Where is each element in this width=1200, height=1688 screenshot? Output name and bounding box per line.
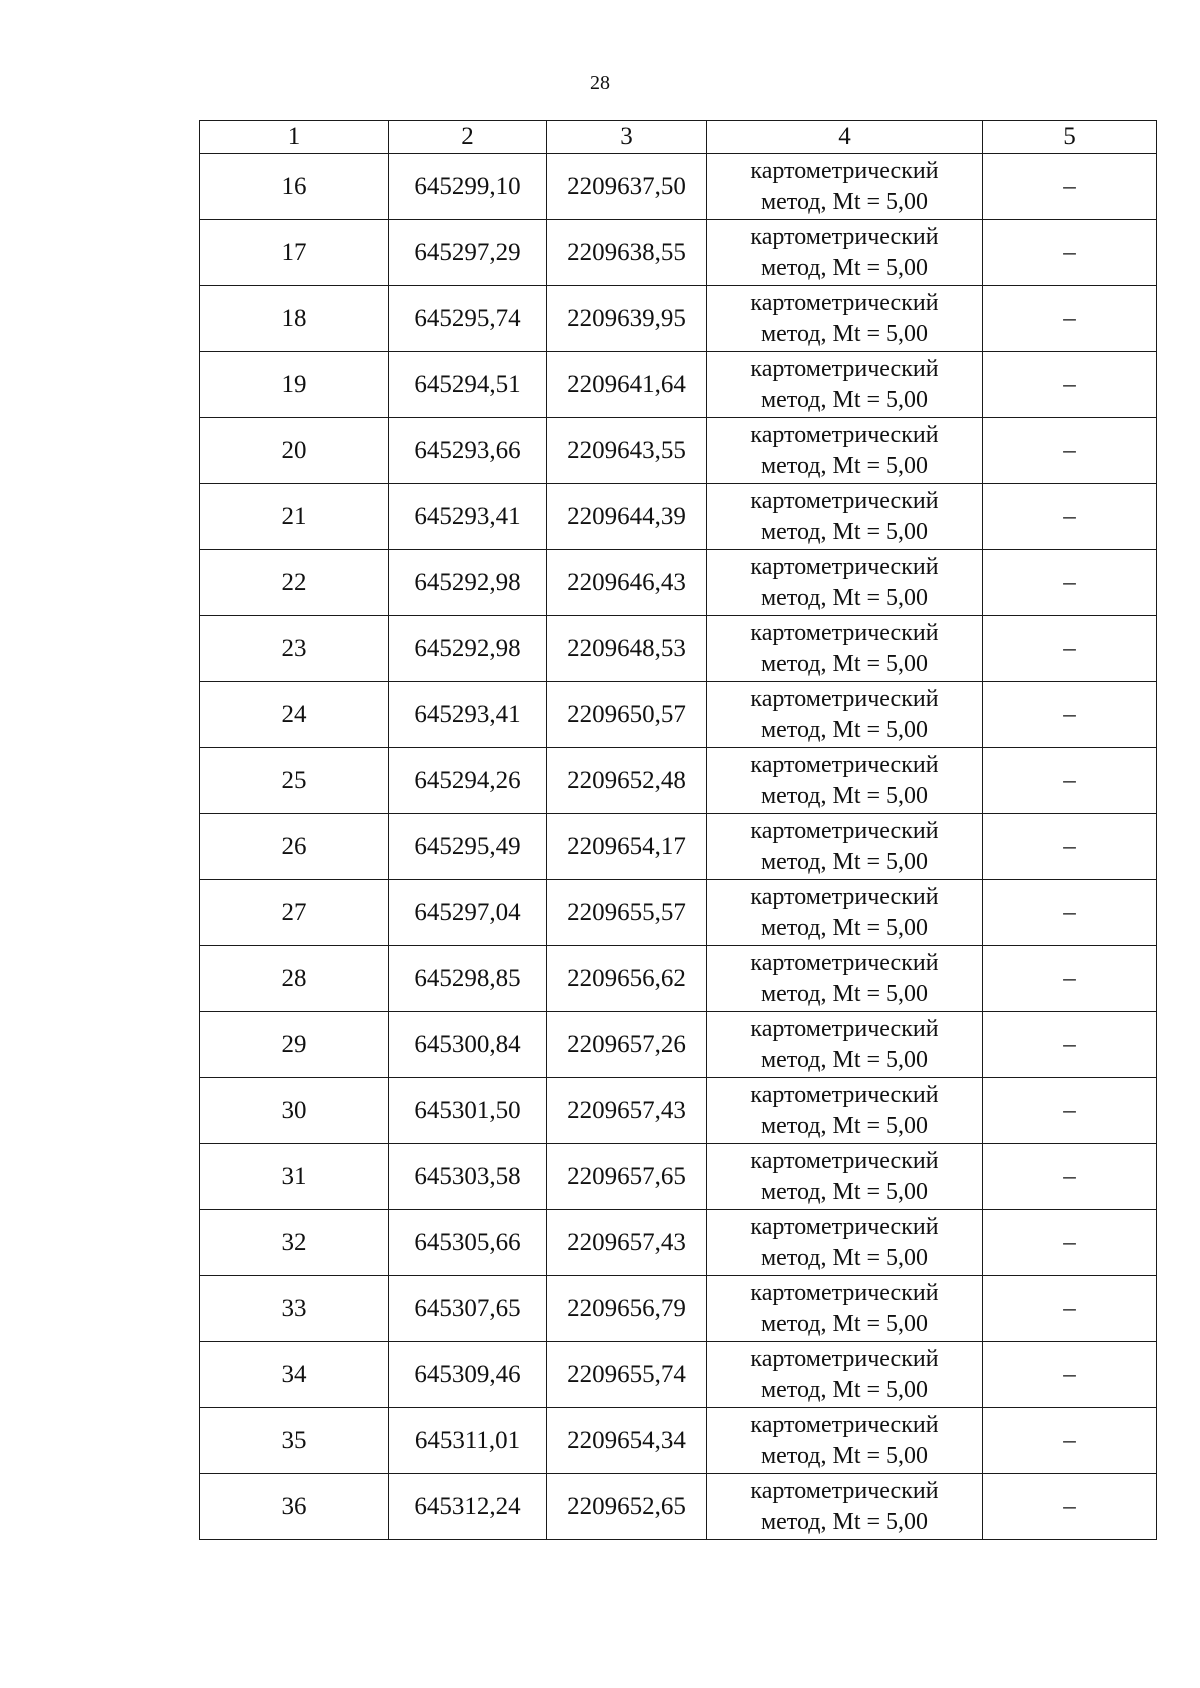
method-name: картометрический: [750, 1081, 939, 1108]
x-coordinate-cell: 645293,66: [389, 418, 547, 484]
note-cell: –: [983, 484, 1157, 550]
method-name: картометрический: [750, 355, 939, 382]
x-coordinate-cell: 645311,01: [389, 1408, 547, 1474]
x-coordinate-cell: 645292,98: [389, 550, 547, 616]
point-number-cell: 31: [200, 1144, 389, 1210]
coordinates-table: [199, 120, 1157, 1540]
note-cell: –: [983, 1078, 1157, 1144]
y-coordinate-cell: 2209656,79: [547, 1276, 707, 1342]
table-row: [200, 1276, 1157, 1342]
y-coordinate-cell: 2209652,65: [547, 1474, 707, 1540]
method-accuracy: метод, Mt = 5,00: [760, 1376, 929, 1403]
y-coordinate-cell: 2209650,57: [547, 682, 707, 748]
note-cell: –: [983, 286, 1157, 352]
method-name: картометрический: [750, 421, 939, 448]
method-accuracy: метод, Mt = 5,00: [760, 1046, 929, 1073]
x-coordinate-cell: 645295,49: [389, 814, 547, 880]
method-accuracy: метод, Mt = 5,00: [760, 1178, 929, 1205]
x-coordinate-cell: 645294,51: [389, 352, 547, 418]
table-body: [200, 154, 1157, 1540]
page-number: 28: [590, 72, 610, 94]
y-coordinate-cell: 2209637,50: [547, 154, 707, 220]
method-name: картометрический: [750, 223, 939, 250]
point-number-cell: 27: [200, 880, 389, 946]
method-cell: [707, 682, 983, 748]
y-coordinate-cell: 2209657,65: [547, 1144, 707, 1210]
point-number-cell: 17: [200, 220, 389, 286]
x-coordinate-cell: 645292,98: [389, 616, 547, 682]
x-coordinate-cell: 645297,04: [389, 880, 547, 946]
method-accuracy: метод, Mt = 5,00: [760, 914, 929, 941]
y-coordinate-cell: 2209648,53: [547, 616, 707, 682]
note-cell: –: [983, 1474, 1157, 1540]
method-accuracy: метод, Mt = 5,00: [760, 848, 929, 875]
method-cell: [707, 748, 983, 814]
y-coordinate-cell: 2209657,26: [547, 1012, 707, 1078]
note-cell: –: [983, 1342, 1157, 1408]
y-coordinate-cell: 2209657,43: [547, 1078, 707, 1144]
x-coordinate-cell: 645312,24: [389, 1474, 547, 1540]
table-row: [200, 1078, 1157, 1144]
table-row: [200, 484, 1157, 550]
y-coordinate-cell: 2209657,43: [547, 1210, 707, 1276]
point-number-cell: 21: [200, 484, 389, 550]
method-name: картометрический: [750, 289, 939, 316]
note-cell: –: [983, 1012, 1157, 1078]
method-name: картометрический: [750, 553, 939, 580]
method-name: картометрический: [750, 1477, 939, 1504]
method-cell: [707, 814, 983, 880]
header-col-5: 5: [983, 121, 1157, 154]
method-cell: [707, 352, 983, 418]
method-cell: [707, 1012, 983, 1078]
note-cell: –: [983, 352, 1157, 418]
point-number-cell: 18: [200, 286, 389, 352]
method-cell: [707, 616, 983, 682]
method-cell: [707, 418, 983, 484]
table-row: [200, 814, 1157, 880]
point-number-cell: 34: [200, 1342, 389, 1408]
method-cell: [707, 1408, 983, 1474]
point-number-cell: 32: [200, 1210, 389, 1276]
method-accuracy: метод, Mt = 5,00: [760, 1310, 929, 1337]
point-number-cell: 24: [200, 682, 389, 748]
point-number-cell: 16: [200, 154, 389, 220]
header-col-1: 1: [200, 121, 389, 154]
x-coordinate-cell: 645301,50: [389, 1078, 547, 1144]
point-number-cell: 25: [200, 748, 389, 814]
note-cell: –: [983, 1144, 1157, 1210]
note-cell: –: [983, 1276, 1157, 1342]
method-cell: [707, 484, 983, 550]
table-row: [200, 1012, 1157, 1078]
table-row: [200, 352, 1157, 418]
note-cell: –: [983, 682, 1157, 748]
x-coordinate-cell: 645295,74: [389, 286, 547, 352]
table-row: [200, 154, 1157, 220]
x-coordinate-cell: 645293,41: [389, 682, 547, 748]
method-name: картометрический: [750, 487, 939, 514]
x-coordinate-cell: 645300,84: [389, 1012, 547, 1078]
note-cell: –: [983, 550, 1157, 616]
header-col-3: 3: [547, 121, 707, 154]
method-cell: [707, 550, 983, 616]
point-number-cell: 35: [200, 1408, 389, 1474]
method-accuracy: метод, Mt = 5,00: [760, 320, 929, 347]
method-cell: [707, 1144, 983, 1210]
method-accuracy: метод, Mt = 5,00: [760, 584, 929, 611]
y-coordinate-cell: 2209641,64: [547, 352, 707, 418]
method-cell: [707, 1276, 983, 1342]
header-row: [200, 121, 1157, 154]
method-name: картометрический: [750, 685, 939, 712]
note-cell: –: [983, 154, 1157, 220]
method-name: картометрический: [750, 751, 939, 778]
point-number-cell: 33: [200, 1276, 389, 1342]
header-col-2: 2: [389, 121, 547, 154]
table-row: [200, 748, 1157, 814]
note-cell: –: [983, 418, 1157, 484]
method-cell: [707, 154, 983, 220]
method-accuracy: метод, Mt = 5,00: [760, 1244, 929, 1271]
note-cell: –: [983, 748, 1157, 814]
point-number-cell: 20: [200, 418, 389, 484]
point-number-cell: 19: [200, 352, 389, 418]
table-row: [200, 682, 1157, 748]
x-coordinate-cell: 645293,41: [389, 484, 547, 550]
y-coordinate-cell: 2209639,95: [547, 286, 707, 352]
note-cell: –: [983, 814, 1157, 880]
method-accuracy: метод, Mt = 5,00: [760, 1112, 929, 1139]
method-name: картометрический: [750, 1279, 939, 1306]
x-coordinate-cell: 645297,29: [389, 220, 547, 286]
note-cell: –: [983, 1408, 1157, 1474]
note-cell: –: [983, 1210, 1157, 1276]
point-number-cell: 36: [200, 1474, 389, 1540]
y-coordinate-cell: 2209646,43: [547, 550, 707, 616]
method-name: картометрический: [750, 619, 939, 646]
table-row: [200, 1474, 1157, 1540]
method-name: картометрический: [750, 1213, 939, 1240]
method-cell: [707, 220, 983, 286]
method-accuracy: метод, Mt = 5,00: [760, 386, 929, 413]
method-accuracy: метод, Mt = 5,00: [760, 254, 929, 281]
header-col-4: 4: [707, 121, 983, 154]
method-accuracy: метод, Mt = 5,00: [760, 188, 929, 215]
point-number-cell: 22: [200, 550, 389, 616]
method-cell: [707, 1210, 983, 1276]
y-coordinate-cell: 2209656,62: [547, 946, 707, 1012]
method-cell: [707, 1342, 983, 1408]
table-row: [200, 286, 1157, 352]
method-name: картометрический: [750, 1147, 939, 1174]
method-accuracy: метод, Mt = 5,00: [760, 782, 929, 809]
method-name: картометрический: [750, 1015, 939, 1042]
y-coordinate-cell: 2209655,57: [547, 880, 707, 946]
method-cell: [707, 1078, 983, 1144]
table-row: [200, 1408, 1157, 1474]
method-accuracy: метод, Mt = 5,00: [760, 1508, 929, 1535]
note-cell: –: [983, 946, 1157, 1012]
table-row: [200, 1342, 1157, 1408]
method-cell: [707, 946, 983, 1012]
note-cell: –: [983, 880, 1157, 946]
method-cell: [707, 1474, 983, 1540]
y-coordinate-cell: 2209652,48: [547, 748, 707, 814]
method-name: картометрический: [750, 817, 939, 844]
method-cell: [707, 286, 983, 352]
table-row: [200, 220, 1157, 286]
point-number-cell: 29: [200, 1012, 389, 1078]
method-name: картометрический: [750, 949, 939, 976]
point-number-cell: 23: [200, 616, 389, 682]
y-coordinate-cell: 2209638,55: [547, 220, 707, 286]
table-row: [200, 616, 1157, 682]
method-name: картометрический: [750, 157, 939, 184]
y-coordinate-cell: 2209643,55: [547, 418, 707, 484]
table-header: [200, 121, 1157, 154]
table-row: [200, 946, 1157, 1012]
method-accuracy: метод, Mt = 5,00: [760, 716, 929, 743]
method-accuracy: метод, Mt = 5,00: [760, 452, 929, 479]
x-coordinate-cell: 645307,65: [389, 1276, 547, 1342]
x-coordinate-cell: 645309,46: [389, 1342, 547, 1408]
x-coordinate-cell: 645303,58: [389, 1144, 547, 1210]
table-row: [200, 418, 1157, 484]
method-name: картометрический: [750, 883, 939, 910]
note-cell: –: [983, 220, 1157, 286]
y-coordinate-cell: 2209654,34: [547, 1408, 707, 1474]
method-cell: [707, 880, 983, 946]
table-row: [200, 1144, 1157, 1210]
point-number-cell: 28: [200, 946, 389, 1012]
note-cell: –: [983, 616, 1157, 682]
x-coordinate-cell: 645294,26: [389, 748, 547, 814]
method-accuracy: метод, Mt = 5,00: [760, 1442, 929, 1469]
point-number-cell: 26: [200, 814, 389, 880]
y-coordinate-cell: 2209654,17: [547, 814, 707, 880]
method-name: картометрический: [750, 1345, 939, 1372]
table-row: [200, 1210, 1157, 1276]
y-coordinate-cell: 2209644,39: [547, 484, 707, 550]
y-coordinate-cell: 2209655,74: [547, 1342, 707, 1408]
method-accuracy: метод, Mt = 5,00: [760, 518, 929, 545]
x-coordinate-cell: 645298,85: [389, 946, 547, 1012]
x-coordinate-cell: 645299,10: [389, 154, 547, 220]
table-row: [200, 550, 1157, 616]
table-row: [200, 880, 1157, 946]
method-accuracy: метод, Mt = 5,00: [760, 650, 929, 677]
x-coordinate-cell: 645305,66: [389, 1210, 547, 1276]
method-name: картометрический: [750, 1411, 939, 1438]
method-accuracy: метод, Mt = 5,00: [760, 980, 929, 1007]
point-number-cell: 30: [200, 1078, 389, 1144]
